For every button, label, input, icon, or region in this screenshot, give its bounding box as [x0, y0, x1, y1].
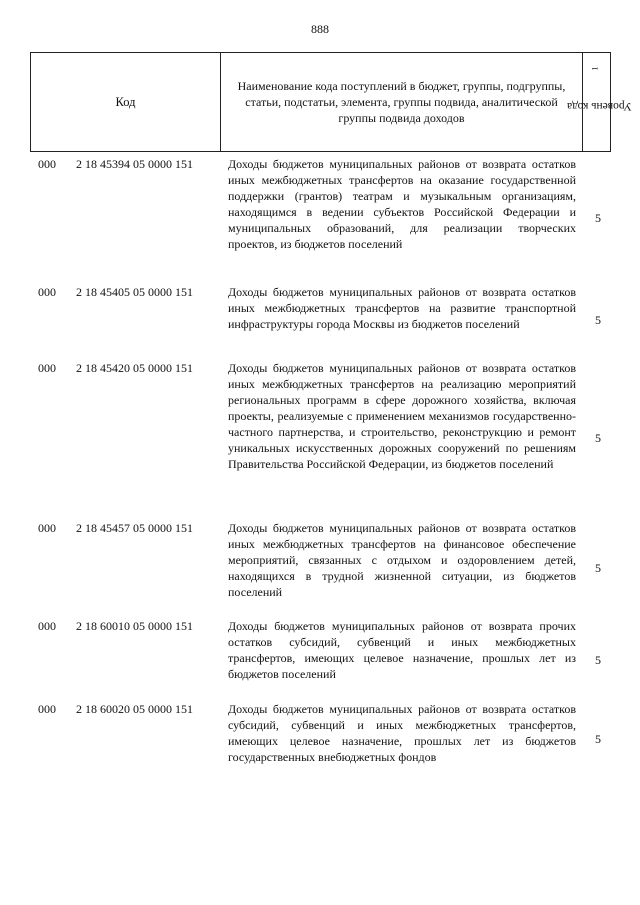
row-prefix: 000 — [38, 619, 56, 633]
header-code — [31, 53, 221, 151]
row-description: Доходы бюджетов муниципальных районов от возврата остатков иных межбюджетных трансфертов на финансовое обеспечение мероприятий, связанных с отдыхом и оздоровлением детей, находящихся в трудной жизненной ситуации, из бюджетов поселений — [228, 521, 576, 599]
table-row — [30, 156, 611, 268]
header-level — [567, 53, 632, 151]
row-description: Доходы бюджетов муниципальных районов от возврата остатков иных межбюджетных трансфертов на оказание государственной поддержки (грантов) театрам и музыкальным организациям, находящимся в ведении субъектов Российской Федерации и муниципальных образований, для реализации творческих проектов, из бюджетов поселений — [228, 157, 576, 251]
row-code: 2 18 60020 05 0000 151 — [76, 702, 193, 716]
table-row — [30, 701, 611, 765]
row-code: 2 18 60010 05 0000 151 — [76, 619, 193, 633]
table-header-container — [30, 52, 632, 152]
row-level: 5 — [595, 732, 601, 746]
row-prefix: 000 — [38, 702, 56, 716]
header-level-label: Уровень кода $^1$ — [567, 66, 632, 112]
row-level: 5 — [595, 313, 601, 327]
table-row — [30, 360, 611, 504]
row-code: 2 18 45457 05 0000 151 — [76, 521, 193, 535]
footnote-marker: 1 — [590, 66, 600, 71]
table-header — [30, 52, 632, 152]
header-name-label: Наименование кода поступлений в бюджет, группы, подгруппы, статьи, подстатьи, элемента, группы подвида, аналитической группы подвида доходов — [237, 79, 566, 125]
row-level: 5 — [595, 561, 601, 575]
row-prefix: 000 — [38, 521, 56, 535]
row-description: Доходы бюджетов муниципальных районов от возврата остатков иных межбюджетных трансфертов на реализацию мероприятий региональных программ в сфере дорожного хозяйства, включая проекты, реализуемые с применением механизмов государственно-частного партнерства, и строительство, реконструкцию и ремонт уникальных искусственных дорожных сооружений по решениям Правительства Российской Федерации, из бюджетов поселений — [228, 361, 576, 471]
header-code-label: Код — [115, 94, 136, 109]
table-row — [30, 520, 611, 600]
row-description: Доходы бюджетов муниципальных районов от возврата прочих остатков субсидий, субвенций и иных межбюджетных трансфертов, имеющих целевое назначение, прошлых лет из бюджетов поселений — [228, 619, 576, 681]
row-description: Доходы бюджетов муниципальных районов от возврата остатков субсидий, субвенций и иных межбюджетных трансфертов, имеющих целевое назначение, прошлых лет из бюджетов государственных внебюджетных фондов — [228, 702, 576, 764]
row-description: Доходы бюджетов муниципальных районов от возврата остатков иных межбюджетных трансфертов на развитие транспортной инфраструктуры города Москвы из бюджетов поселений — [228, 285, 576, 331]
row-code: 2 18 45420 05 0000 151 — [76, 361, 193, 375]
row-prefix: 000 — [38, 285, 56, 299]
header-name — [221, 53, 583, 151]
table-row — [30, 618, 611, 682]
row-code: 2 18 45405 05 0000 151 — [76, 285, 193, 299]
row-prefix: 000 — [38, 361, 56, 375]
page-number: 888 — [311, 22, 329, 36]
table-row — [30, 284, 611, 348]
row-code: 2 18 45394 05 0000 151 — [76, 157, 193, 171]
row-prefix: 000 — [38, 157, 56, 171]
row-level: 5 — [595, 653, 601, 667]
row-level: 5 — [595, 211, 601, 225]
row-level: 5 — [595, 431, 601, 445]
